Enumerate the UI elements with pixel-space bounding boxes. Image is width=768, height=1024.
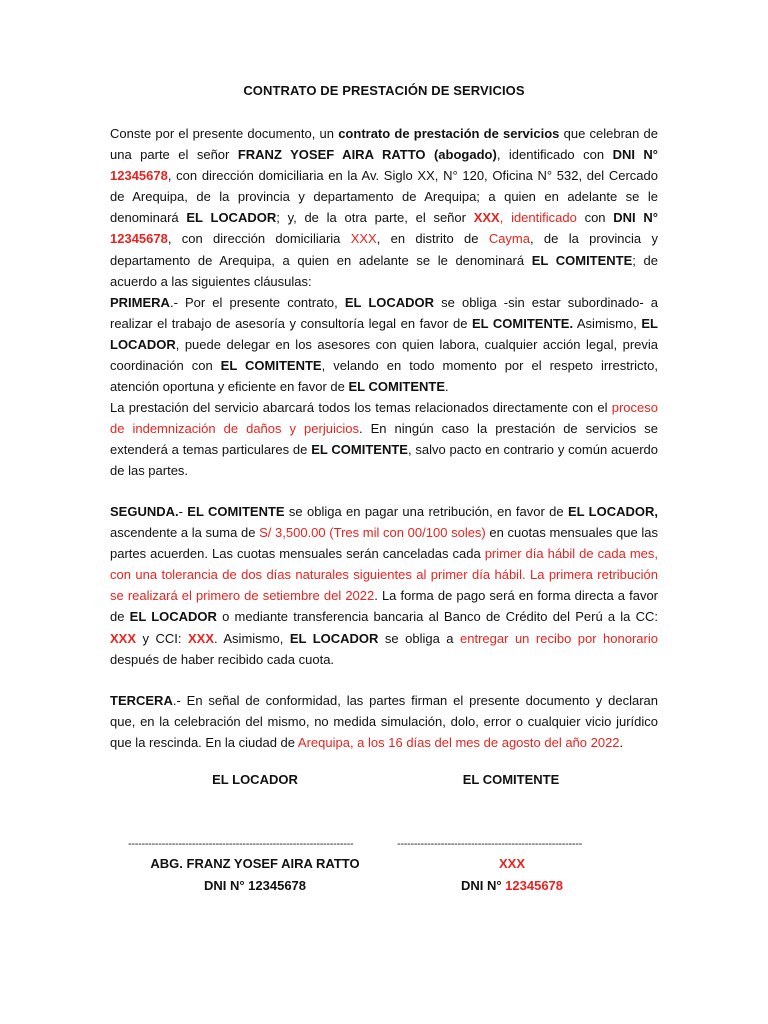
text-run: . bbox=[445, 379, 449, 395]
text-run: DNI N° bbox=[613, 210, 658, 226]
text-run: y CCI: bbox=[136, 630, 188, 646]
signature-role-comitente: EL COMITENTE bbox=[462, 772, 560, 787]
text-run: Cayma bbox=[488, 231, 530, 247]
text-run: después de haber recibido cada cuota. bbox=[110, 651, 335, 667]
text-run: ascendente a la suma de bbox=[110, 525, 260, 541]
text-run: , salvo pacto en contrario y común acuerdo de las partes. bbox=[110, 442, 658, 479]
text-run: se obliga -sin estar subordinado- a realizar el trabajo de asesoría y consultoría legal en favor de bbox=[110, 295, 658, 332]
text-run: XXX bbox=[187, 630, 214, 646]
text-run: , velando en todo momento por el respeto irrestricto, atención oportuna y eficiente en favor de bbox=[110, 358, 659, 395]
document-title: CONTRATO DE PRESTACIÓN DE SERVICIOS bbox=[243, 83, 525, 98]
signature-name-locador: ABG. FRANZ YOSEF AIRA RATTO bbox=[150, 856, 360, 871]
signature-line-comitente: ------------------------------------------------------- bbox=[397, 838, 582, 850]
text-run: EL COMITENTE bbox=[348, 379, 446, 395]
text-run: ; y, de la otra parte, el señor bbox=[276, 210, 474, 226]
text-run: , identificado bbox=[499, 210, 577, 226]
clause-tercera bbox=[110, 690, 658, 753]
dni-value: 12345678 bbox=[505, 878, 564, 893]
text-run: . La forma de pago será en forma directa a favor de bbox=[110, 588, 659, 625]
dni-value: 12345678 bbox=[248, 878, 307, 893]
text-run: EL COMITENTE. bbox=[472, 316, 574, 332]
text-run: PRIMERA bbox=[110, 295, 170, 310]
dni-label: DNI N° bbox=[203, 878, 249, 893]
text-run: FRANZ YOSEF AIRA RATTO (abogado) bbox=[237, 147, 497, 163]
clause-primera-scope bbox=[110, 397, 658, 481]
text-run: - bbox=[178, 504, 188, 519]
text-run: primer día hábil de cada mes, con una tolerancia de dos días naturales siguientes al primer día hábil. La primera retribución se realizará el primero de setiembre del 2022 bbox=[110, 546, 658, 604]
text-run: EL LOCADOR, bbox=[567, 504, 658, 519]
signature-dni-locador bbox=[120, 878, 390, 893]
text-run: contrato de prestación de servicios bbox=[338, 126, 560, 141]
text-run: entregar un recibo por honorario bbox=[460, 630, 658, 646]
text-run: en cuotas mensuales que las partes acuerden. Las cuotas mensuales serán canceladas cada bbox=[110, 525, 658, 562]
text-run: ; de acuerdo a las siguientes cláusulas: bbox=[110, 252, 658, 289]
text-run: Asimismo, bbox=[573, 316, 642, 332]
text-run: XXX bbox=[473, 210, 500, 226]
text-run: TERCERA bbox=[110, 693, 173, 708]
text-run: La prestación del servicio abarcará todos los temas relacionados directamente con el bbox=[110, 400, 612, 415]
text-run: 12345678 bbox=[110, 231, 168, 247]
text-run: , con dirección domiciliaria bbox=[167, 231, 351, 247]
clause-segunda bbox=[110, 501, 658, 670]
text-run: SEGUNDA. bbox=[110, 504, 179, 519]
text-run: EL LOCADOR bbox=[110, 316, 658, 353]
signature-line-locador: ------------------------------------------------------------------- bbox=[128, 838, 354, 850]
signature-role-locador: EL LOCADOR bbox=[212, 772, 298, 787]
text-run: XXX bbox=[110, 630, 137, 646]
dni-label: DNI N° bbox=[460, 878, 506, 893]
text-run: se obliga en pagar una retribución, en favor de bbox=[284, 504, 568, 519]
text-run: EL LOCADOR bbox=[129, 609, 217, 625]
clause-primera bbox=[110, 292, 658, 397]
text-run: EL LOCADOR bbox=[289, 630, 379, 646]
text-run: Conste por el presente documento, un bbox=[110, 126, 339, 141]
text-run: .- Por el presente contrato, bbox=[169, 295, 345, 310]
text-run: , en distrito de bbox=[376, 231, 489, 247]
text-run: , puede delegar en los asesores con quien labora, cualquier acción legal, previa coordinación con bbox=[110, 337, 658, 374]
text-run: . bbox=[619, 735, 624, 751]
text-run: . En ningún caso la prestación de servicios se extenderá a temas particulares de bbox=[110, 421, 658, 458]
signature-dni-comitente bbox=[412, 878, 612, 893]
intro-paragraph bbox=[110, 123, 658, 292]
text-run: EL LOCADOR bbox=[186, 210, 277, 226]
text-run: o mediante transferencia bancaria al Banco de Crédito del Perú a la CC: bbox=[216, 609, 658, 625]
text-run: con bbox=[576, 210, 614, 226]
text-run: Arequipa, a los 16 días del mes de agosto del año 2022 bbox=[297, 735, 620, 751]
text-run: EL COMITENTE bbox=[311, 442, 408, 458]
signature-name-comitente: XXX bbox=[498, 856, 525, 871]
text-run: que celebran de una parte el señor bbox=[110, 126, 658, 163]
text-run: EL COMITENTE bbox=[220, 358, 322, 374]
text-run: EL LOCADOR bbox=[344, 295, 435, 310]
text-run: , identificado con bbox=[496, 147, 613, 163]
text-run: S/ 3,500.00 (Tres mil con 00/100 soles) bbox=[259, 525, 486, 541]
text-run: XXX bbox=[350, 231, 377, 247]
text-run: se obliga a bbox=[378, 630, 461, 646]
text-run: proceso de indemnización de daños y perjuicios bbox=[110, 400, 658, 437]
text-run: 12345678 bbox=[110, 168, 168, 184]
text-run: EL COMITENTE bbox=[187, 504, 285, 519]
text-run: .- En señal de conformidad, las partes firman el presente documento y declaran que, en la celebración del mismo, no medida simulación, dolo, error o cualquier vicio jurídico que la rescinda. En la ciudad de bbox=[110, 693, 658, 751]
text-run: . Asimismo, bbox=[214, 630, 290, 646]
text-run: DNI N° bbox=[612, 147, 659, 163]
text-run: , de la provincia y departamento de Arequipa, a quien en adelante se le denominará bbox=[110, 231, 658, 268]
text-run: EL COMITENTE bbox=[531, 252, 633, 268]
text-run: , con dirección domiciliaria en la Av. Siglo XX, N° 120, Oficina N° 532, del Cercado de Arequipa, de la provincia y departamento de Arequipa; a quien en adelante se le denominará bbox=[110, 168, 658, 226]
